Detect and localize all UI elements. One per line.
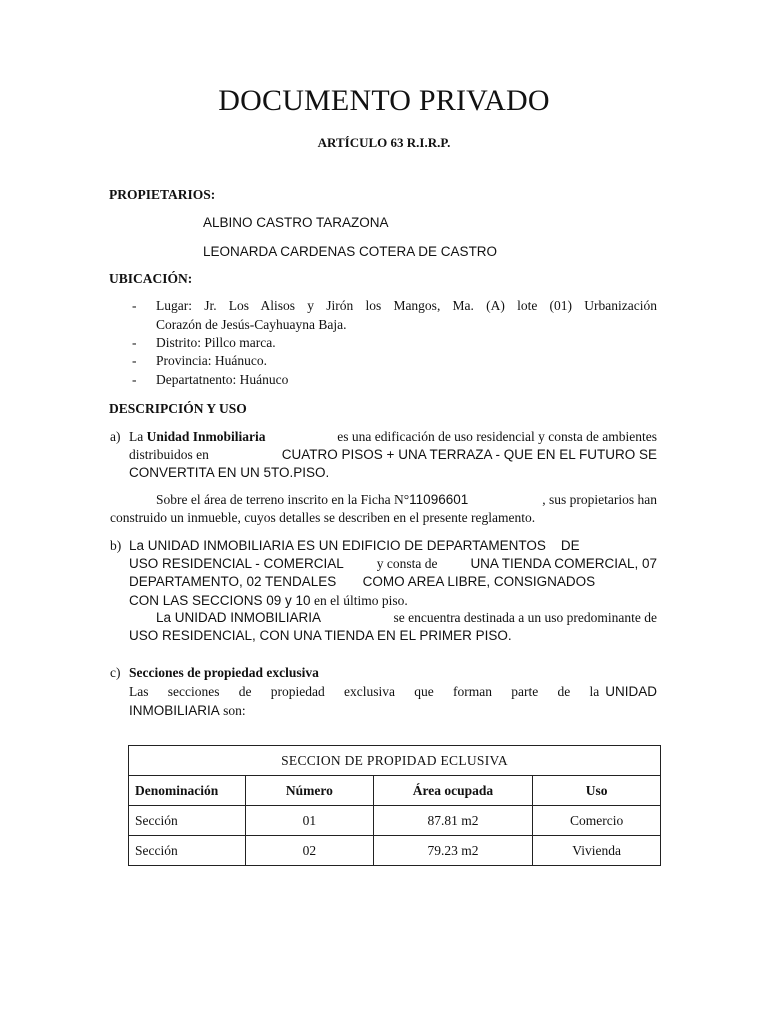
text-run: CUATRO PISOS + UNA TERRAZA - QUE EN EL FUTURO SE: [281, 447, 657, 462]
text-run: INMOBILIARIA: [129, 703, 220, 718]
text-run: UNIDAD: [605, 684, 657, 699]
para-b-line5: [156, 610, 657, 626]
text-run: La UNIDAD INMOBILIARIA: [156, 610, 322, 625]
cell-denominacion: Sección: [129, 836, 246, 866]
ubicacion-heading: UBICACIÓN:: [109, 271, 193, 286]
propietarios-heading: PROPIETARIOS:: [109, 187, 216, 202]
text-run: son:: [219, 703, 246, 718]
cell-denominacion: Sección: [129, 806, 246, 836]
owner-name: LEONARDA CARDENAS COTERA DE CASTRO: [203, 244, 498, 259]
text-run: y consta de: [376, 556, 438, 571]
col-header-numero: Número: [246, 776, 374, 806]
col-header-denominacion: Denominación: [129, 776, 246, 806]
col-header-area: Área ocupada: [373, 776, 533, 806]
para-b-line2: [129, 556, 657, 572]
cell-uso: Vivienda: [533, 836, 661, 866]
text-run: es una edificación de uso residencial y consta de ambientes: [337, 429, 657, 444]
para-a-line2: [129, 447, 657, 463]
ubicacion-departamento: Departatnento: Huánuco: [156, 372, 289, 387]
table-header-row: [129, 776, 661, 806]
para-b-line6: USO RESIDENCIAL, CON UNA TIENDA EN EL PRIMER PISO.: [129, 628, 512, 643]
bullet-dash: -: [132, 353, 137, 368]
text-run: Sobre el área de terreno inscrito en la Ficha N°: [156, 492, 410, 507]
descripcion-heading: DESCRIPCIÓN Y USO: [109, 401, 247, 416]
item-marker: c): [110, 665, 121, 680]
bullet-dash: -: [132, 372, 137, 387]
secciones-heading: Secciones de propiedad exclusiva: [129, 665, 319, 680]
ubicacion-provincia: Provincia: Huánuco.: [156, 353, 267, 368]
ubicacion-distrito: Distrito: Pillco marca.: [156, 335, 276, 350]
bullet-dash: -: [132, 335, 137, 350]
para-a-line3: CONVERTITA EN UN 5TO.PISO.: [129, 465, 330, 480]
table-row: [129, 836, 661, 866]
table-row: [129, 806, 661, 836]
para-a-sub-line1: [156, 492, 657, 508]
ubicacion-lugar-cont: Corazón de Jesús-Cayhuayna Baja.: [156, 317, 347, 332]
unidad-inmobiliaria-bold: Unidad Inmobiliaria: [146, 429, 266, 444]
cell-uso: Comercio: [533, 806, 661, 836]
bullet-dash: -: [132, 298, 137, 313]
secciones-table: [128, 745, 661, 866]
cell-numero: 02: [246, 836, 374, 866]
item-marker: b): [110, 538, 122, 553]
para-c-line1: [129, 684, 657, 700]
text-run: CON LAS SECCIONS 09 y 10: [129, 593, 311, 608]
text-run: , sus propietarios han: [542, 492, 657, 507]
para-c-line2: [129, 702, 246, 720]
text-run: USO RESIDENCIAL - COMERCIAL: [129, 556, 344, 571]
table-caption-row: [129, 746, 661, 776]
cell-area: 87.81 m2: [373, 806, 533, 836]
para-a-sub-line2: construido un inmueble, cuyos detalles se describen en el presente reglamento.: [110, 510, 536, 525]
cell-numero: 01: [246, 806, 374, 836]
ficha-number: 11096601: [409, 492, 469, 507]
document-subtitle: ARTÍCULO 63 R.I.R.P.: [317, 135, 451, 150]
cell-area: 79.23 m2: [373, 836, 533, 866]
para-b-line3: DEPARTAMENTO, 02 TENDALES COMO AREA LIBRE, CONSIGNADOS: [129, 574, 596, 589]
owner-name: ALBINO CASTRO TARAZONA: [203, 215, 389, 230]
table-caption: SECCION DE PROPIDAD ECLUSIVA: [129, 746, 661, 776]
para-b-line4: [129, 592, 408, 610]
text-run: en el último piso.: [310, 593, 408, 608]
item-marker: a): [110, 429, 121, 444]
text-run: Las secciones de propiedad exclusiva que forman parte de la: [129, 684, 600, 699]
para-a-line1: [129, 429, 657, 445]
document-title: DOCUMENTO PRIVADO: [218, 84, 550, 117]
text-run: UNA TIENDA COMERCIAL, 07: [470, 556, 657, 571]
text-run: La: [129, 429, 147, 444]
text-run: distribuidos en: [129, 447, 209, 462]
para-b-line1: La UNIDAD INMOBILIARIA ES UN EDIFICIO DE DEPARTAMENTOS DE: [129, 538, 580, 553]
ubicacion-lugar: Lugar: Jr. Los Alisos y Jirón los Mangos, Ma. (A) lote (01) Urbanización: [156, 298, 657, 313]
text-run: se encuentra destinada a un uso predominante de: [393, 610, 657, 625]
col-header-uso: Uso: [533, 776, 661, 806]
